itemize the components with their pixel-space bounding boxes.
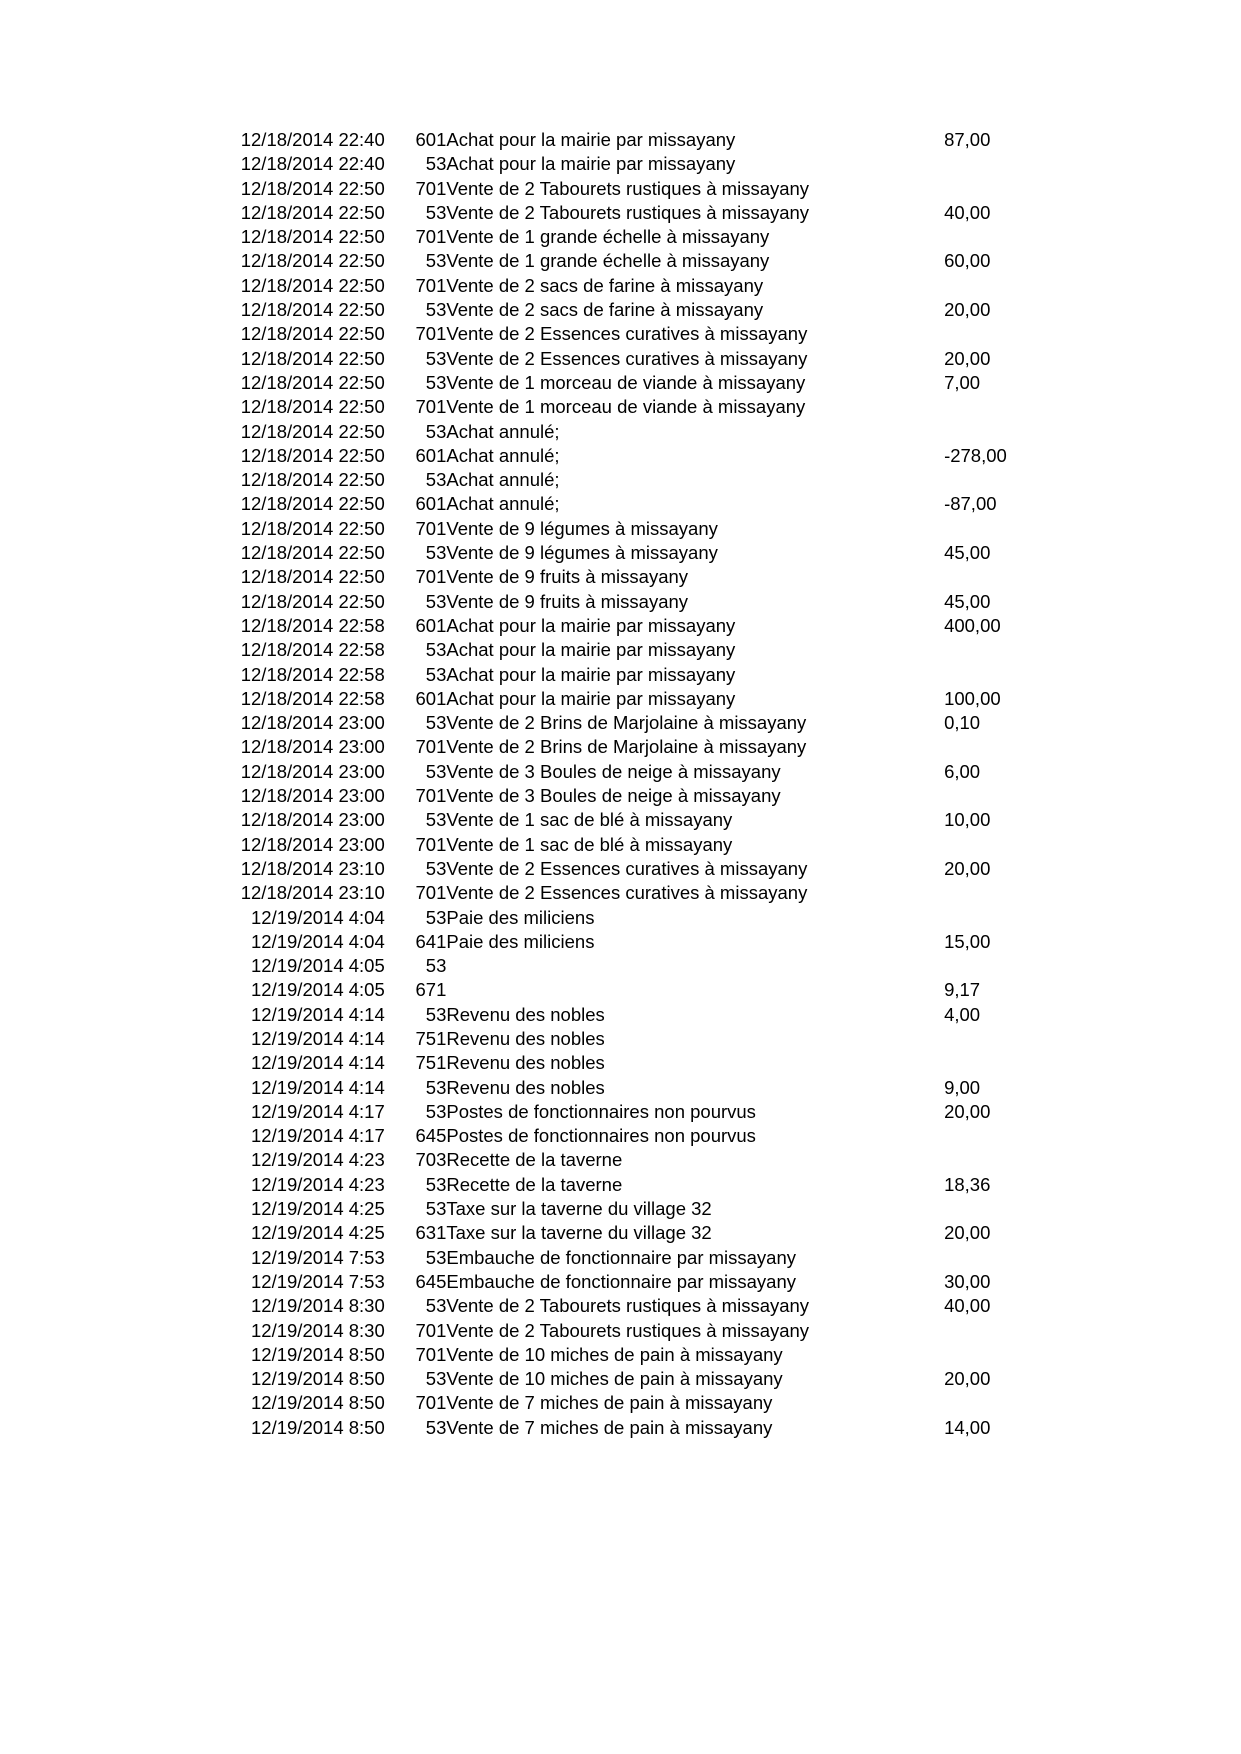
- cell-label: Achat pour la mairie par missayany: [446, 614, 736, 636]
- table-row: [130, 1197, 1110, 1221]
- cell-date: 12/18/2014 22:40: [240, 129, 385, 150]
- table-row: [130, 1100, 1110, 1124]
- cell-label: Achat annulé;: [446, 493, 560, 515]
- cell-date: 12/18/2014 22:50: [240, 371, 385, 393]
- cell-amount: [944, 1343, 1110, 1367]
- cell-date: 12/18/2014 22:58: [240, 614, 385, 636]
- cell-account: 701: [415, 1343, 447, 1365]
- cell-date: 12/18/2014 22:40: [240, 153, 385, 175]
- cell-amount: [944, 420, 1110, 444]
- cell-amount: 30,00: [944, 1270, 991, 1292]
- cell-label: Recette de la taverne: [446, 1149, 623, 1171]
- cell-label: Vente de 7 miches de pain à missayany: [446, 1392, 773, 1414]
- cell-amount: 20,00: [944, 1368, 991, 1390]
- cell-account: 53: [425, 1198, 447, 1220]
- cell-label: Achat annulé;: [446, 420, 560, 442]
- table-row: [130, 541, 1110, 565]
- cell-amount: [944, 1319, 1110, 1343]
- cell-amount: [944, 225, 1110, 249]
- table-row: [130, 298, 1110, 322]
- cell-amount: [944, 1246, 1110, 1270]
- cell-amount: [944, 833, 1110, 857]
- cell-date: 12/19/2014 4:04: [251, 930, 385, 952]
- cell-account: 701: [415, 274, 447, 296]
- cell-label: Paie des miliciens: [446, 906, 595, 928]
- cell-label: Paie des miliciens: [446, 930, 595, 952]
- cell-account: 601: [415, 444, 447, 466]
- cell-amount: -87,00: [944, 493, 997, 515]
- cell-amount: [944, 1124, 1110, 1148]
- cell-account: 701: [415, 517, 447, 539]
- ledger-table: [130, 128, 1110, 1440]
- cell-date: 12/19/2014 4:23: [251, 1149, 385, 1171]
- cell-account: 701: [415, 833, 447, 855]
- table-row: [130, 1294, 1110, 1318]
- cell-account: 53: [425, 906, 447, 928]
- cell-date: 12/18/2014 23:00: [240, 833, 385, 855]
- table-row: [130, 906, 1110, 930]
- table-row: [130, 1416, 1110, 1440]
- cell-account: 701: [415, 226, 447, 248]
- cell-label: Revenu des nobles: [446, 1027, 605, 1049]
- cell-date: 12/18/2014 23:10: [240, 857, 385, 879]
- cell-date: 12/19/2014 4:23: [251, 1173, 385, 1195]
- table-row: [130, 444, 1110, 468]
- cell-label: Embauche de fonctionnaire par missayany: [446, 1270, 797, 1292]
- cell-amount: 20,00: [944, 299, 991, 321]
- cell-amount: 20,00: [944, 1100, 991, 1122]
- cell-label: Revenu des nobles: [446, 1076, 605, 1098]
- cell-date: 12/18/2014 23:00: [240, 712, 385, 734]
- cell-amount: [944, 1391, 1110, 1415]
- cell-amount: [944, 517, 1110, 541]
- cell-label: Vente de 1 sac de blé à missayany: [446, 809, 733, 831]
- cell-amount: [944, 395, 1110, 419]
- cell-label: Vente de 2 Tabourets rustiques à missayany: [446, 1319, 810, 1341]
- cell-amount: 14,00: [944, 1416, 991, 1438]
- cell-account: 53: [425, 1076, 447, 1098]
- cell-label: Vente de 2 Brins de Marjolaine à missayany: [446, 712, 807, 734]
- cell-label: Achat annulé;: [446, 469, 560, 491]
- cell-amount: 60,00: [944, 250, 991, 272]
- table-row: [130, 808, 1110, 832]
- cell-date: 12/19/2014 8:50: [251, 1392, 385, 1414]
- cell-amount: 20,00: [944, 1222, 991, 1244]
- cell-amount: [944, 152, 1110, 176]
- cell-amount: [944, 906, 1110, 930]
- cell-amount: 20,00: [944, 857, 991, 879]
- cell-account: 53: [425, 760, 447, 782]
- cell-date: 12/18/2014 22:50: [240, 250, 385, 272]
- table-row: [130, 1124, 1110, 1148]
- cell-amount: [944, 274, 1110, 298]
- cell-account: 53: [425, 1100, 447, 1122]
- cell-amount: 45,00: [944, 590, 991, 612]
- cell-account: 701: [415, 1319, 447, 1341]
- cell-date: 12/18/2014 22:50: [240, 299, 385, 321]
- cell-account: 645: [415, 1270, 447, 1292]
- cell-date: 12/18/2014 22:50: [240, 226, 385, 248]
- table-row: [130, 225, 1110, 249]
- cell-date: 12/19/2014 8:30: [251, 1319, 385, 1341]
- table-row: [130, 274, 1110, 298]
- cell-label: Vente de 2 Essences curatives à missayany: [446, 882, 808, 904]
- cell-amount: 40,00: [944, 1295, 991, 1317]
- cell-account: 701: [415, 882, 447, 904]
- cell-amount: 100,00: [944, 687, 1001, 709]
- cell-date: 12/18/2014 22:58: [240, 639, 385, 661]
- cell-account: 53: [425, 250, 447, 272]
- cell-label: Achat pour la mairie par missayany: [446, 639, 736, 661]
- cell-label: Taxe sur la taverne du village 32: [446, 1222, 712, 1244]
- cell-date: 12/19/2014 4:17: [251, 1125, 385, 1147]
- cell-label: Vente de 3 Boules de neige à missayany: [446, 785, 781, 807]
- cell-date: 12/18/2014 22:50: [240, 177, 385, 199]
- cell-date: 12/19/2014 4:25: [251, 1222, 385, 1244]
- cell-date: 12/18/2014 22:50: [240, 444, 385, 466]
- cell-account: 53: [425, 1295, 447, 1317]
- cell-label: Achat annulé;: [446, 444, 560, 466]
- cell-amount: [944, 322, 1110, 346]
- cell-amount: [944, 735, 1110, 759]
- cell-label: Vente de 1 morceau de viande à missayany: [446, 396, 806, 418]
- table-row: [130, 663, 1110, 687]
- cell-label: Postes de fonctionnaires non pourvus: [446, 1125, 756, 1147]
- cell-label: [446, 978, 944, 1002]
- cell-amount: [944, 881, 1110, 905]
- table-row: [130, 1391, 1110, 1415]
- cell-label: Vente de 9 fruits à missayany: [446, 566, 689, 588]
- cell-date: 12/19/2014 8:50: [251, 1368, 385, 1390]
- cell-date: 12/18/2014 23:00: [240, 736, 385, 758]
- cell-date: 12/18/2014 22:58: [240, 663, 385, 685]
- cell-amount: 7,00: [944, 371, 981, 393]
- cell-account: 645: [415, 1125, 447, 1147]
- cell-amount: 10,00: [944, 809, 991, 831]
- cell-amount: 0,10: [944, 712, 981, 734]
- cell-date: 12/19/2014 4:14: [251, 1003, 385, 1025]
- table-row: [130, 687, 1110, 711]
- table-row: [130, 1319, 1110, 1343]
- cell-label: Achat pour la mairie par missayany: [446, 153, 736, 175]
- cell-account: 53: [425, 420, 447, 442]
- cell-account: 701: [415, 785, 447, 807]
- cell-account: 53: [425, 857, 447, 879]
- cell-label: Revenu des nobles: [446, 1003, 605, 1025]
- cell-amount: -278,00: [944, 444, 1007, 466]
- cell-account: 751: [415, 1052, 447, 1074]
- cell-date: 12/19/2014 7:53: [251, 1270, 385, 1292]
- cell-account: 701: [415, 566, 447, 588]
- table-row: [130, 978, 1110, 1002]
- table-row: [130, 1173, 1110, 1197]
- table-row: [130, 347, 1110, 371]
- cell-amount: 6,00: [944, 760, 981, 782]
- cell-label: Vente de 1 grande échelle à missayany: [446, 226, 770, 248]
- cell-account: 601: [415, 493, 447, 515]
- table-row: [130, 1221, 1110, 1245]
- cell-label: Vente de 2 Essences curatives à missayany: [446, 323, 808, 345]
- cell-account: 53: [425, 1416, 447, 1438]
- table-row: [130, 420, 1110, 444]
- cell-date: 12/19/2014 4:05: [251, 979, 385, 1001]
- cell-label: Vente de 10 miches de pain à missayany: [446, 1368, 783, 1390]
- cell-account: 751: [415, 1027, 447, 1049]
- table-row: [130, 1027, 1110, 1051]
- cell-account: 53: [425, 347, 447, 369]
- table-row: [130, 857, 1110, 881]
- cell-amount: [944, 1051, 1110, 1075]
- cell-date: 12/18/2014 23:00: [240, 809, 385, 831]
- cell-label: Vente de 2 Tabourets rustiques à missayany: [446, 177, 810, 199]
- cell-amount: [944, 1197, 1110, 1221]
- table-row: [130, 322, 1110, 346]
- cell-label: Achat pour la mairie par missayany: [446, 663, 736, 685]
- cell-amount: 9,00: [944, 1076, 981, 1098]
- table-row: [130, 1367, 1110, 1391]
- cell-account: 701: [415, 396, 447, 418]
- cell-label: Vente de 1 morceau de viande à missayany: [446, 371, 806, 393]
- cell-account: 53: [425, 469, 447, 491]
- cell-date: 12/18/2014 22:50: [240, 201, 385, 223]
- cell-label: Vente de 2 Essences curatives à missayany: [446, 347, 808, 369]
- cell-label: Taxe sur la taverne du village 32: [446, 1198, 712, 1220]
- cell-amount: 40,00: [944, 201, 991, 223]
- cell-account: 703: [415, 1149, 447, 1171]
- cell-account: 641: [415, 930, 447, 952]
- table-row: [130, 1051, 1110, 1075]
- table-row: [130, 1003, 1110, 1027]
- table-row: [130, 177, 1110, 201]
- table-row: [130, 590, 1110, 614]
- table-row: [130, 201, 1110, 225]
- cell-date: 12/18/2014 22:50: [240, 566, 385, 588]
- cell-date: 12/19/2014 4:14: [251, 1052, 385, 1074]
- table-row: [130, 565, 1110, 589]
- table-row: [130, 395, 1110, 419]
- cell-date: 12/19/2014 4:17: [251, 1100, 385, 1122]
- ledger-table-body: [130, 128, 1110, 1440]
- cell-date: 12/19/2014 8:50: [251, 1416, 385, 1438]
- cell-label: Vente de 2 Brins de Marjolaine à missayany: [446, 736, 807, 758]
- cell-account: 53: [425, 955, 447, 977]
- cell-account: 701: [415, 177, 447, 199]
- cell-date: 12/19/2014 4:14: [251, 1027, 385, 1049]
- cell-amount: [944, 1027, 1110, 1051]
- cell-label: Embauche de fonctionnaire par missayany: [446, 1246, 797, 1268]
- cell-amount: [944, 565, 1110, 589]
- table-row: [130, 1343, 1110, 1367]
- cell-amount: [944, 468, 1110, 492]
- cell-date: 12/18/2014 22:50: [240, 469, 385, 491]
- cell-date: 12/18/2014 22:50: [240, 542, 385, 564]
- cell-amount: [944, 784, 1110, 808]
- table-row: [130, 249, 1110, 273]
- table-row: [130, 1148, 1110, 1172]
- cell-account: 53: [425, 201, 447, 223]
- cell-amount: 20,00: [944, 347, 991, 369]
- cell-date: 12/18/2014 22:50: [240, 590, 385, 612]
- cell-label: Postes de fonctionnaires non pourvus: [446, 1100, 756, 1122]
- table-row: [130, 711, 1110, 735]
- cell-account: 701: [415, 1392, 447, 1414]
- cell-account: 53: [425, 639, 447, 661]
- cell-label: Vente de 2 Essences curatives à missayany: [446, 857, 808, 879]
- cell-amount: [944, 638, 1110, 662]
- cell-label: Vente de 1 grande échelle à missayany: [446, 250, 770, 272]
- cell-account: 53: [425, 153, 447, 175]
- table-row: [130, 1270, 1110, 1294]
- cell-date: 12/18/2014 22:50: [240, 420, 385, 442]
- cell-account: 53: [425, 1173, 447, 1195]
- cell-account: 53: [425, 809, 447, 831]
- cell-label: Vente de 2 sacs de farine à missayany: [446, 299, 764, 321]
- cell-account: 701: [415, 736, 447, 758]
- table-row: [130, 833, 1110, 857]
- table-row: [130, 930, 1110, 954]
- table-row: [130, 881, 1110, 905]
- cell-account: 53: [425, 1368, 447, 1390]
- cell-label: Vente de 9 légumes à missayany: [446, 542, 718, 564]
- cell-date: 12/19/2014 4:05: [251, 955, 385, 977]
- cell-date: 12/19/2014 8:30: [251, 1295, 385, 1317]
- cell-label: Vente de 2 Tabourets rustiques à missayany: [446, 201, 810, 223]
- cell-account: 53: [425, 1003, 447, 1025]
- cell-account: 631: [415, 1222, 447, 1244]
- cell-label: Recette de la taverne: [446, 1173, 623, 1195]
- cell-date: 12/18/2014 23:00: [240, 785, 385, 807]
- table-row: [130, 614, 1110, 638]
- table-row: [130, 492, 1110, 516]
- cell-account: 53: [425, 371, 447, 393]
- cell-label: [446, 954, 944, 978]
- cell-date: 12/18/2014 22:50: [240, 347, 385, 369]
- cell-date: 12/19/2014 4:25: [251, 1198, 385, 1220]
- cell-date: 12/18/2014 22:50: [240, 323, 385, 345]
- cell-account: 53: [425, 663, 447, 685]
- cell-label: Vente de 7 miches de pain à missayany: [446, 1416, 773, 1438]
- cell-amount: 15,00: [944, 930, 991, 952]
- cell-account: 601: [415, 129, 447, 150]
- cell-label: Achat pour la mairie par missayany: [446, 687, 736, 709]
- cell-account: 701: [415, 323, 447, 345]
- cell-date: 12/18/2014 22:50: [240, 274, 385, 296]
- cell-account: 53: [425, 1246, 447, 1268]
- cell-amount: 87,00: [944, 129, 991, 150]
- cell-amount: 4,00: [944, 1003, 981, 1025]
- cell-label: Vente de 3 Boules de neige à missayany: [446, 760, 781, 782]
- cell-date: 12/18/2014 22:58: [240, 687, 385, 709]
- cell-label: Vente de 9 légumes à missayany: [446, 517, 718, 539]
- cell-date: 12/18/2014 23:10: [240, 882, 385, 904]
- table-row: [130, 468, 1110, 492]
- table-row: [130, 1076, 1110, 1100]
- cell-account: 601: [415, 687, 447, 709]
- cell-label: Vente de 2 sacs de farine à missayany: [446, 274, 764, 296]
- table-row: [130, 638, 1110, 662]
- cell-date: 12/18/2014 22:50: [240, 517, 385, 539]
- cell-label: Vente de 9 fruits à missayany: [446, 590, 689, 612]
- cell-date: 12/18/2014 23:00: [240, 760, 385, 782]
- cell-amount: 400,00: [944, 614, 1001, 636]
- table-row: [130, 735, 1110, 759]
- cell-account: 53: [425, 590, 447, 612]
- table-row: [130, 760, 1110, 784]
- cell-date: 12/19/2014 7:53: [251, 1246, 385, 1268]
- cell-account: 601: [415, 614, 447, 636]
- cell-amount: [944, 663, 1110, 687]
- cell-date: 12/19/2014 4:04: [251, 906, 385, 928]
- cell-label: Vente de 1 sac de blé à missayany: [446, 833, 733, 855]
- cell-amount: [944, 1148, 1110, 1172]
- cell-label: Vente de 2 Tabourets rustiques à missayany: [446, 1295, 810, 1317]
- table-row: [130, 954, 1110, 978]
- cell-account: 53: [425, 542, 447, 564]
- cell-amount: 18,36: [944, 1173, 991, 1195]
- table-row: [130, 1246, 1110, 1270]
- cell-label: Vente de 10 miches de pain à missayany: [446, 1343, 783, 1365]
- table-row: [130, 371, 1110, 395]
- cell-amount: 9,17: [944, 979, 981, 1001]
- table-row: [130, 517, 1110, 541]
- table-row: [130, 784, 1110, 808]
- cell-account: 53: [425, 712, 447, 734]
- cell-date: 12/19/2014 8:50: [251, 1343, 385, 1365]
- cell-account: 671: [415, 979, 447, 1001]
- cell-date: 12/18/2014 22:50: [240, 493, 385, 515]
- cell-date: 12/18/2014 22:50: [240, 396, 385, 418]
- cell-account: 53: [425, 299, 447, 321]
- cell-amount: [944, 954, 1110, 978]
- cell-date: 12/19/2014 4:14: [251, 1076, 385, 1098]
- table-row: [130, 152, 1110, 176]
- cell-label: Achat pour la mairie par missayany: [446, 129, 736, 150]
- cell-label: Revenu des nobles: [446, 1052, 605, 1074]
- cell-amount: [944, 177, 1110, 201]
- table-row: [130, 128, 1110, 152]
- cell-amount: 45,00: [944, 542, 991, 564]
